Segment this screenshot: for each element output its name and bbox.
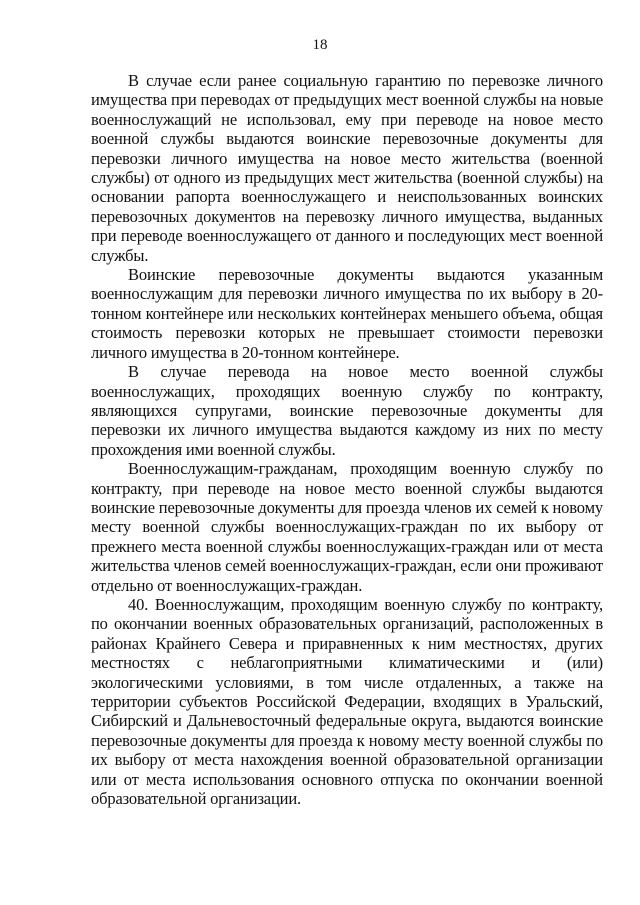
paragraph-item-40: 40. Военнослужащим, проходящим военную службу по контракту, по окончании военных образовательных организаций, расположенных в районах Крайнего Севера и приравненных к ним местностях, других местностях с неблагоприятными климатическими и (или) экологическими условиями, в том числе отдаленных, а также на территории субъектов Российской Федерации, входящих в Уральский, Сибирский и Дальневосточный федеральные округа, выдаются воинские перевозочные документы для проезда к новому месту военной службы по их выбору от места нахождения военной образовательной организации или от места использования основного отпуска по окончании военной образовательной организации. xyxy=(91,594,603,809)
paragraph-container-transport: Воинские перевозочные документы выдаются указанным военнослужащим для перевозки личного имущества по их выбору в 20-тонном контейнере или нескольких контейнерах меньшего объема, общая стоимость перевозки которых не превышает стоимости перевозки личного имущества в 20-тонном контейнере. xyxy=(91,265,603,362)
paragraph-personal-property-transport: В случае если ранее социальную гарантию по перевозке личного имущества при переводах от предыдущих мест военной службы на новые военнослужащий не использовал, ему при переводе на новое место военной службы выдаются воинские перевозочные документы для перевозки личного имущества на новое место жительства (военной службы) от одного из предыдущих мест жительства (военной службы) на основании рапорта военнослужащего и неиспользованных воинских перевозочных документов на перевозку личного имущества, выданных при переводе военнослужащего от данного и последующих мест военной службы. xyxy=(91,71,603,265)
paragraph-spouses-transfer: В случае перевода на новое место военной службы военнослужащих, проходящих военную службу по контракту, являющихся супругами, воинские перевозочные документы для перевозки их личного имущества выдаются каждому из них по месту прохождения ими военной службы. xyxy=(91,362,603,459)
paragraph-family-travel: Военнослужащим-гражданам, проходящим военную службу по контракту, при переводе на новое место военной службы выдаются воинские перевозочные документы для проезда членов их семей к новому месту военной службы военнослужащих-граждан по их выбору от прежнего места военной службы военнослужащих-граждан или от места жительства членов семей военнослужащих-граждан, если они проживают отдельно от военнослужащих-граждан. xyxy=(91,459,603,595)
page-number: 18 xyxy=(312,37,328,53)
document-body xyxy=(91,71,603,808)
